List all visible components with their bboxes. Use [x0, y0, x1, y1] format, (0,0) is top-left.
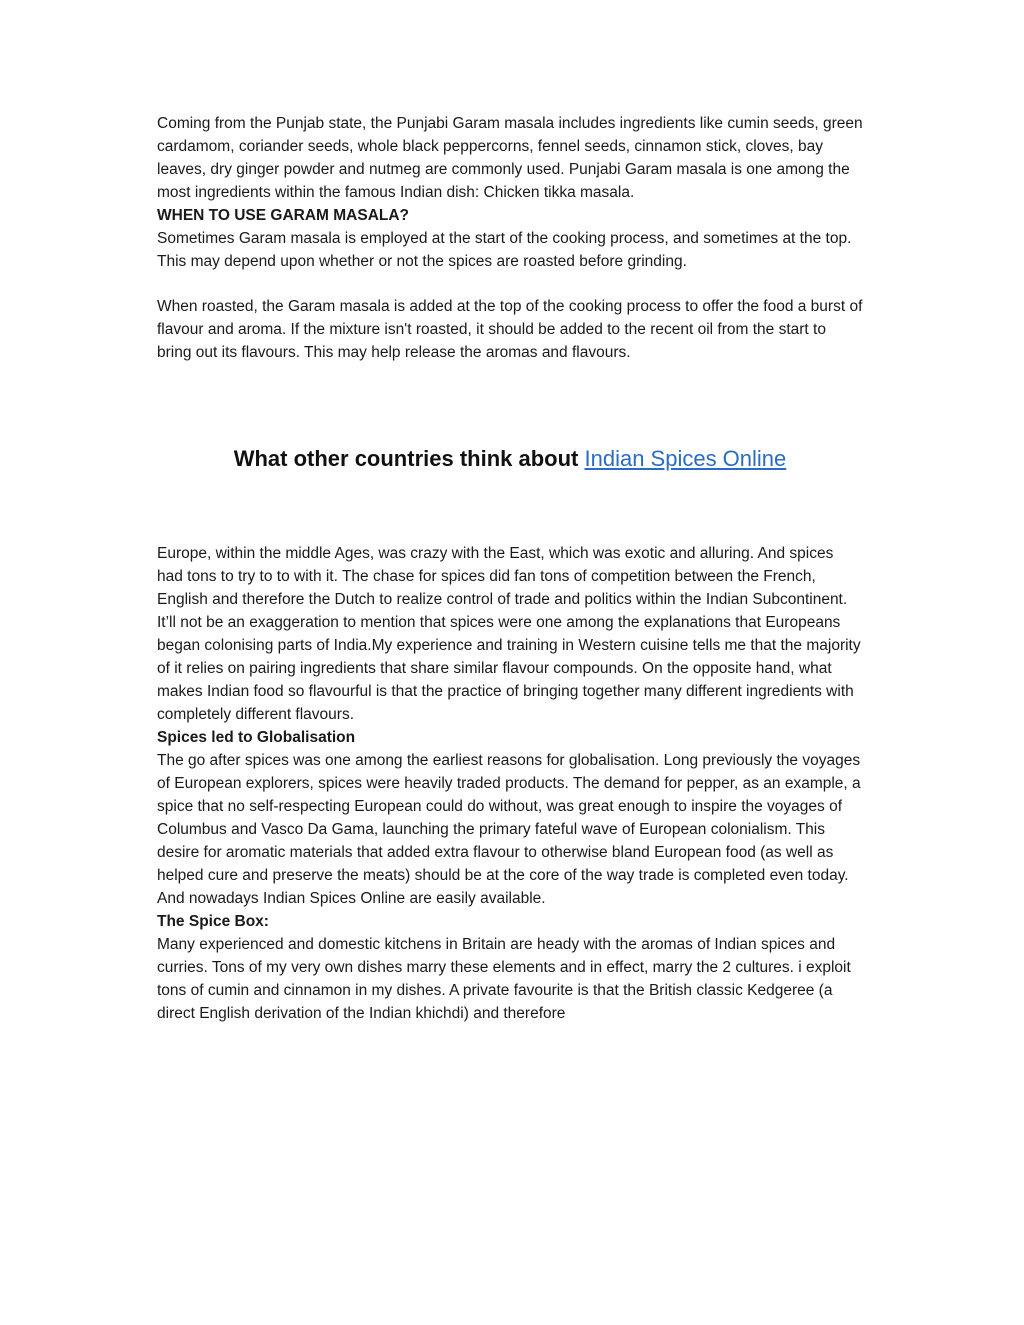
when-to-use-paragraph-2: When roasted, the Garam masala is added at the top of the cooking process to offer the food a burst of flavour and aroma. If the mixture isn't roasted, it should be added to the recent oil from the start to bring out its flavours. This may help release the aromas and flavours.	[157, 298, 863, 361]
when-to-use-title: WHEN TO USE GARAM MASALA?	[157, 207, 410, 224]
section-heading	[157, 444, 863, 474]
section-heading-text: What other countries think about	[233, 446, 585, 471]
spice-box-title: The Spice Box:	[157, 913, 269, 930]
globalisation-paragraph: The go after spices was one among the earliest reasons for globalisation. Long previously the voyages of European explorers, spices were heavily traded products. The demand for pepper, as an example, a spice that no self-respecting European could do without, was great enough to inspire the voyages of Columbus and Vasco Da Gama, launching the primary fateful wave of European colonialism. This desire for aromatic materials that added extra flavour to otherwise bland European food (as well as helped cure and preserve the meats) should be at the core of the way trade is completed even today. And nowadays Indian Spices Online are easily available.	[157, 752, 861, 907]
europe-paragraph: Europe, within the middle Ages, was crazy with the East, which was exotic and alluring. And spices had tons to try to to with it. The chase for spices did fan tons of competition between the French, English and therefore the Dutch to realize control of trade and politics within the Indian Subcontinent. It’ll not be an exaggeration to mention that spices were one among the explanations that Europeans began colonising parts of India.My experience and training in Western cuisine tells me that the majority of it relies on pairing ingredients that share similar flavour compounds. On the opposite hand, what makes Indian food so flavourful is that the practice of bringing together many different ingredients with completely different flavours.	[157, 545, 861, 723]
intro-paragraph: Coming from the Punjab state, the Punjabi Garam masala includes ingredients like cumin seeds, green cardamom, coriander seeds, whole black peppercorns, fennel seeds, cinnamon stick, cloves, bay leaves, dry ginger powder and nutmeg are commonly used. Punjabi Garam masala is one among the most ingredients within the famous Indian dish: Chicken tikka masala.	[157, 115, 863, 201]
when-to-use-paragraph-1: Sometimes Garam masala is employed at the start of the cooking process, and sometimes at the top. This may depend upon whether or not the spices are roasted before grinding.	[157, 230, 852, 270]
spice-box-paragraph: Many experienced and domestic kitchens in Britain are heady with the aromas of Indian spices and curries. Tons of my very own dishes marry these elements and in effect, marry the 2 cultures. i exploit tons of cumin and cinnamon in my dishes. A private favourite is that the British classic Kedgeree (a direct English derivation of the Indian khichdi) and therefore	[157, 936, 851, 1022]
indian-spices-online-link[interactable]: Indian Spices Online	[584, 446, 787, 471]
document-page	[157, 112, 863, 1025]
globalisation-title: Spices led to Globalisation	[157, 729, 356, 746]
